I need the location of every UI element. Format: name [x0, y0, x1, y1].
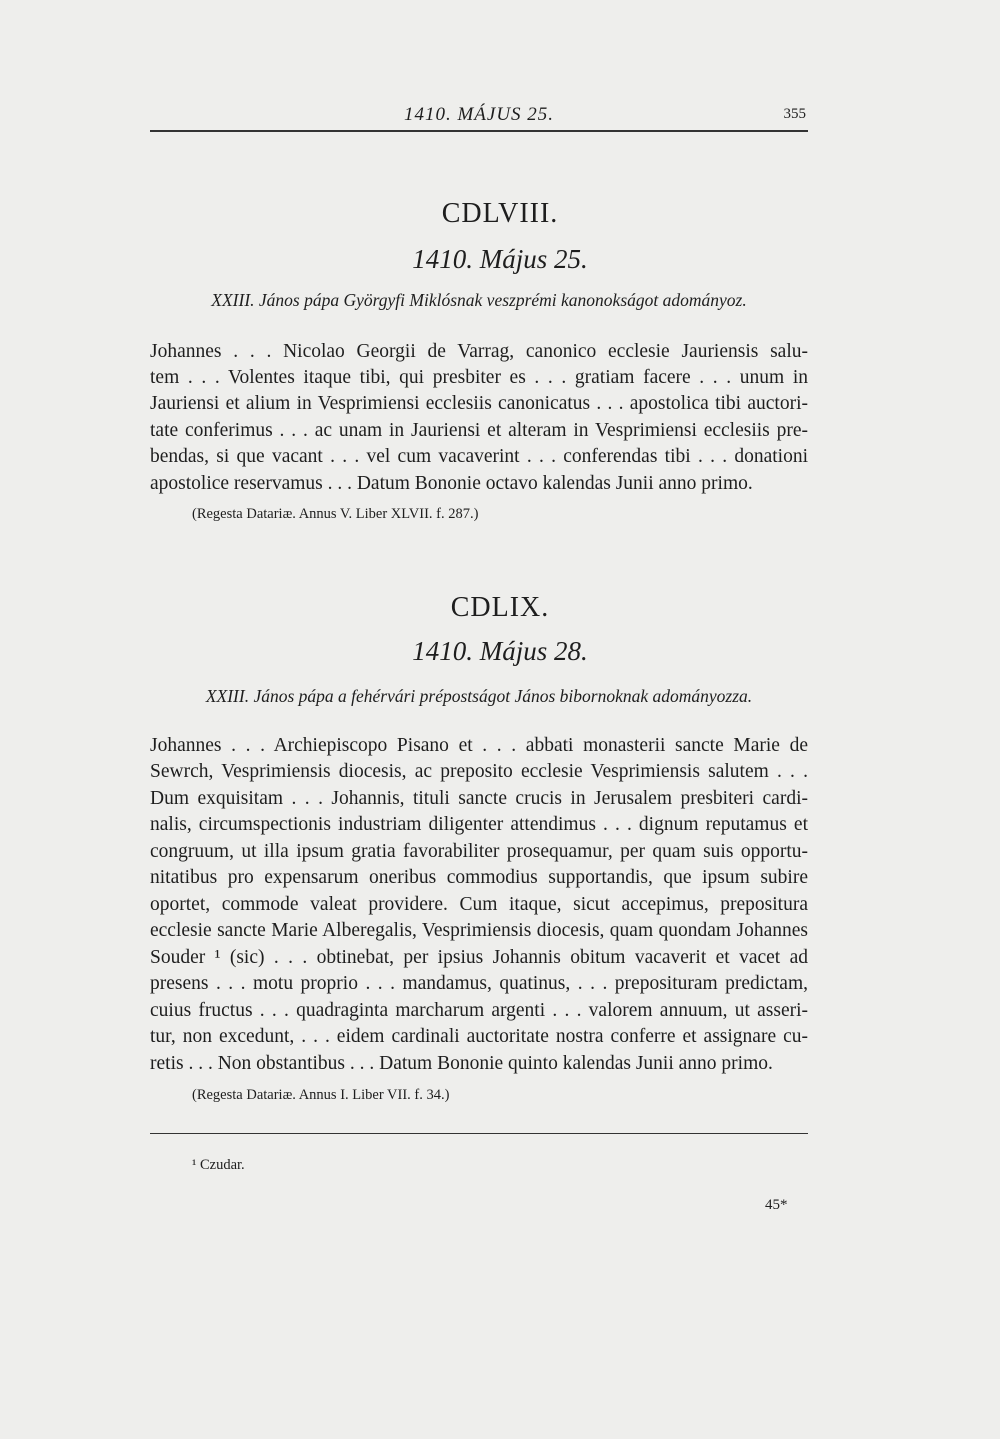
text-line: bendas, si que vacant . . . vel cum vacaverint . . . conferendas tibi . . . donationi [150, 446, 808, 467]
text-line: tate conferimus . . . ac unam in Jauriensi et alteram in Vesprimiensi ecclesiis pre- [150, 420, 808, 441]
text-line: apostolice reservamus . . . Datum Bononie octavo kalendas Junii anno primo. [150, 473, 753, 494]
document-regest: XXIII. János pápa a fehérvári prépostságot János bibornoknak adományozza. [205, 686, 753, 706]
footnote-rule [150, 1133, 808, 1134]
header-rule [150, 130, 808, 132]
text-line: Sewrch, Vesprimiensis diocesis, ac preposito ecclesie Vesprimiensis salutem . . . [150, 761, 808, 782]
text-line: Souder ¹ (sic) . . . obtinebat, per ipsius Johannis obitum vacaverit et vacet ad [150, 947, 808, 968]
running-head [150, 104, 808, 130]
signature-mark: 45* [765, 1197, 788, 1213]
text-line: Dum exquisitam . . . Johannis, tituli sancte crucis in Jerusalem presbiteri cardi- [150, 788, 808, 809]
text-line: retis . . . Non obstantibus . . . Datum Bononie quinto kalendas Junii anno primo. [150, 1053, 773, 1074]
document-date: 1410. Május 25. [412, 244, 588, 274]
document-date: 1410. Május 28. [412, 636, 588, 666]
text-line: tem . . . Volentes itaque tibi, qui presbiter es . . . gratiam facere . . . unum in [150, 367, 808, 388]
text-line: Johannes . . . Archiepiscopo Pisano et . . . abbati monasterii sancte Marie de [150, 735, 808, 756]
text-line: nalis, circumspectionis industriam diligenter attendimus . . . dignum reputamus et [150, 814, 808, 835]
footnote: ¹ Czudar. [192, 1157, 245, 1173]
text-line: tur, non excedunt, . . . eidem cardinali auctoritate nostra conferre et assignare cu- [150, 1026, 808, 1047]
text-line: cuius fructus . . . quadraginta marcharum argenti . . . valorem annuum, ut asseri- [150, 1000, 808, 1021]
source-citation: (Regesta Datariæ. Annus V. Liber XLVII. f. 287.) [192, 506, 479, 522]
text-line: nitatibus pro expensarum oneribus commodius supportandis, que ipsum subire [150, 867, 808, 888]
text-line: Johannes . . . Nicolao Georgii de Varrag, canonico ecclesie Jauriensis salu- [150, 341, 808, 362]
page-number: 355 [783, 106, 806, 122]
source-citation: (Regesta Datariæ. Annus I. Liber VII. f. 34.) [192, 1087, 450, 1103]
text-line: Jauriensi et alium in Vesprimiensi ecclesiis canonicatus . . . apostolica tibi auctori- [150, 393, 808, 414]
text-line: oportet, commode valeat providere. Cum itaque, sicut accepimus, prepositura [150, 894, 808, 915]
running-head-title: 1410. MÁJUS 25. [403, 104, 555, 125]
text-line: presens . . . motu proprio . . . mandamus, quatinus, . . . preposituram predictam, [150, 973, 808, 994]
document-number: CDLVIII. [441, 198, 559, 229]
text-line: congruum, ut illa ipsum gratia favorabiliter prosequamur, per quam suis opportu- [150, 841, 808, 862]
document-regest: XXIII. János pápa Györgyfi Miklósnak veszprémi kanonokságot adományoz. [211, 290, 747, 310]
document-number: CDLIX. [450, 592, 550, 623]
text-line: ecclesie sancte Marie Alberegalis, Vesprimiensis diocesis, quam quondam Johannes [150, 920, 808, 941]
